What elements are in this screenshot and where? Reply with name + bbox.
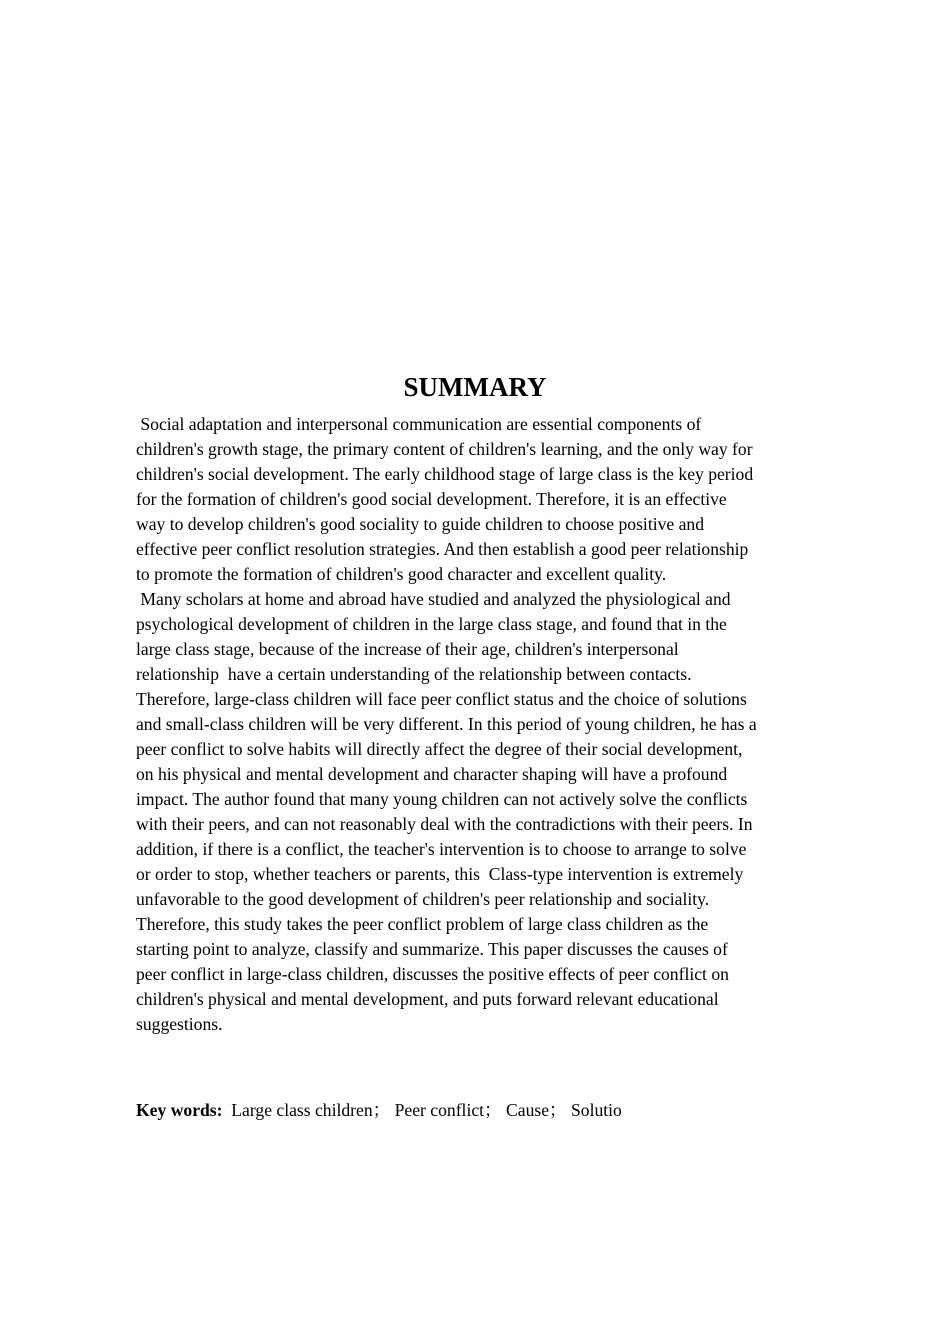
body-line: children's social development. The early childhood stage of large class is the key period <box>136 464 754 484</box>
body-line: Social adaptation and interpersonal communication are essential components of <box>136 414 702 434</box>
body-line: Therefore, this study takes the peer conflict problem of large class children as the <box>136 914 709 934</box>
body-line: suggestions. <box>136 1014 223 1034</box>
body-line: impact. The author found that many young children can not actively solve the conflicts <box>136 789 748 809</box>
body-line: for the formation of children's good social development. Therefore, it is an effective <box>136 489 727 509</box>
body-line: relationship have a certain understanding of the relationship between contacts. <box>136 664 692 684</box>
keywords-label: Key words: <box>136 1100 223 1120</box>
body-line: unfavorable to the good development of children's peer relationship and sociality. <box>136 889 710 909</box>
body-line: effective peer conflict resolution strategies. And then establish a good peer relationship <box>136 539 749 559</box>
body-line: with their peers, and can not reasonably deal with the contradictions with their peers. In <box>136 814 753 834</box>
body-line: peer conflict to solve habits will directly affect the degree of their social development, <box>136 739 743 759</box>
body-line: or order to stop, whether teachers or parents, this Class-type intervention is extremely <box>136 864 744 884</box>
body-line: and small-class children will be very different. In this period of young children, he has a <box>136 714 757 734</box>
body-line: way to develop children's good sociality to guide children to choose positive and <box>136 514 704 534</box>
summary-body <box>136 412 814 1037</box>
body-line: addition, if there is a conflict, the teacher's intervention is to choose to arrange to solve <box>136 839 747 859</box>
body-line: peer conflict in large-class children, discusses the positive effects of peer conflict on <box>136 964 729 984</box>
body-line: starting point to analyze, classify and summarize. This paper discusses the causes of <box>136 939 728 959</box>
summary-title: SUMMARY <box>403 372 547 402</box>
body-line: psychological development of children in the large class stage, and found that in the <box>136 614 727 634</box>
body-line: on his physical and mental development and character shaping will have a profound <box>136 764 728 784</box>
body-line: children's physical and mental development, and puts forward relevant educational <box>136 989 719 1009</box>
keywords-text: Large class children； Peer conflict； Cause； Solutio <box>222 1100 622 1120</box>
body-line: Many scholars at home and abroad have studied and analyzed the physiological and <box>136 589 731 609</box>
body-line: large class stage, because of the increase of their age, children's interpersonal <box>136 639 679 659</box>
body-line: children's growth stage, the primary content of children's learning, and the only way for <box>136 439 753 459</box>
keywords-line <box>136 1098 622 1123</box>
body-line: Therefore, large-class children will face peer conflict status and the choice of solutions <box>136 689 747 709</box>
body-line: to promote the formation of children's good character and excellent quality. <box>136 564 667 584</box>
